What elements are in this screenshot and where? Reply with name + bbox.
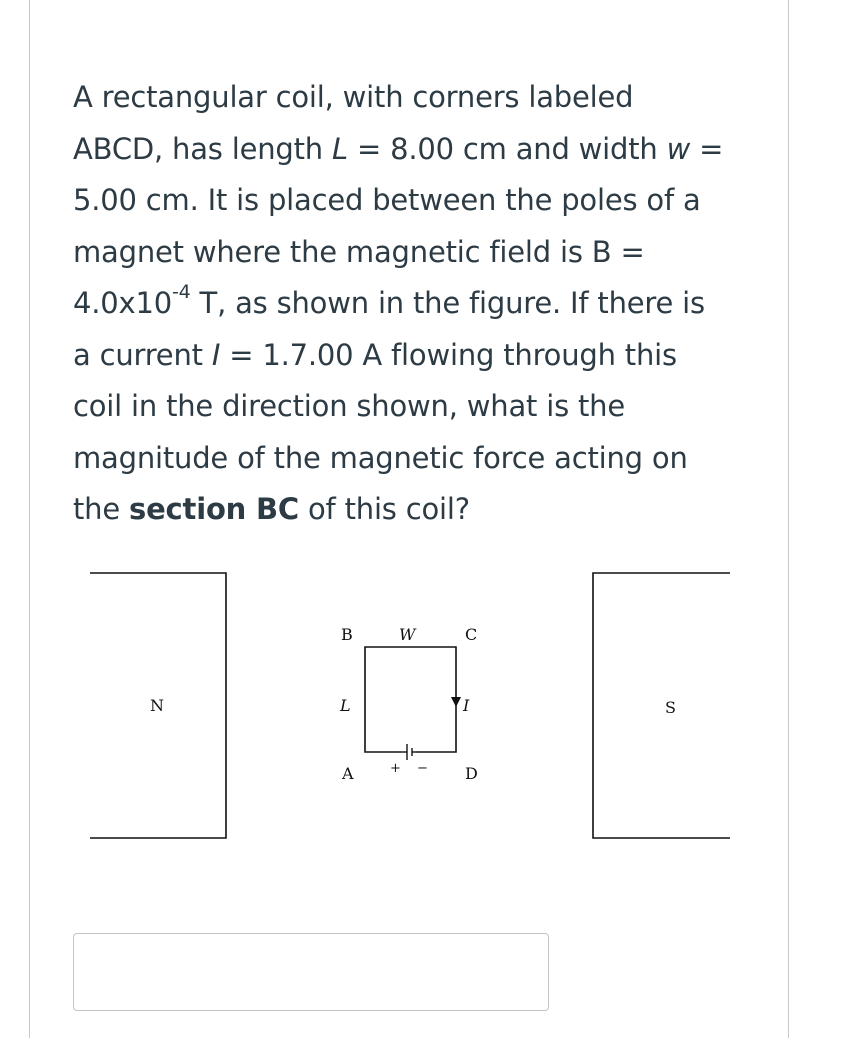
- south-pole: [593, 573, 730, 838]
- corner-d-label: D: [465, 764, 478, 783]
- width-label: W: [399, 625, 416, 644]
- question-line-3: 5.00 cm. It is placed between the poles of a: [73, 183, 701, 217]
- question-line-9: the section BC of this coil?: [73, 492, 470, 526]
- length-label: L: [340, 696, 351, 715]
- question-line-7: coil in the direction shown, what is the: [73, 389, 625, 423]
- current-arrow-icon: [451, 697, 461, 707]
- question-line-4: magnet where the magnetic field is B =: [73, 234, 645, 269]
- corner-b-label: B: [341, 625, 353, 644]
- question-line-2: ABCD, has length L = 8.00 cm and width w =: [73, 131, 724, 166]
- battery-minus-label: −: [417, 761, 428, 776]
- answer-input[interactable]: [73, 933, 549, 1011]
- corner-c-label: C: [465, 625, 478, 644]
- question-line-6: a current I = 1.7.00 A flowing through this: [73, 337, 677, 372]
- coil: [365, 647, 461, 776]
- battery-plus-label: +: [390, 761, 401, 776]
- battery-icon: [401, 744, 416, 760]
- question-line-8: magnitude of the magnetic force acting on: [73, 440, 688, 475]
- south-label: S: [665, 698, 676, 717]
- question-line-5: $4.0x10^{-4}$ T, as shown in the figure. If there is: [73, 280, 705, 320]
- question-line-1: A rectangular coil, with corners labeled: [73, 80, 634, 114]
- corner-a-label: A: [342, 764, 354, 783]
- north-label: N: [150, 696, 164, 715]
- north-pole: [90, 573, 226, 838]
- current-label: I: [463, 696, 470, 715]
